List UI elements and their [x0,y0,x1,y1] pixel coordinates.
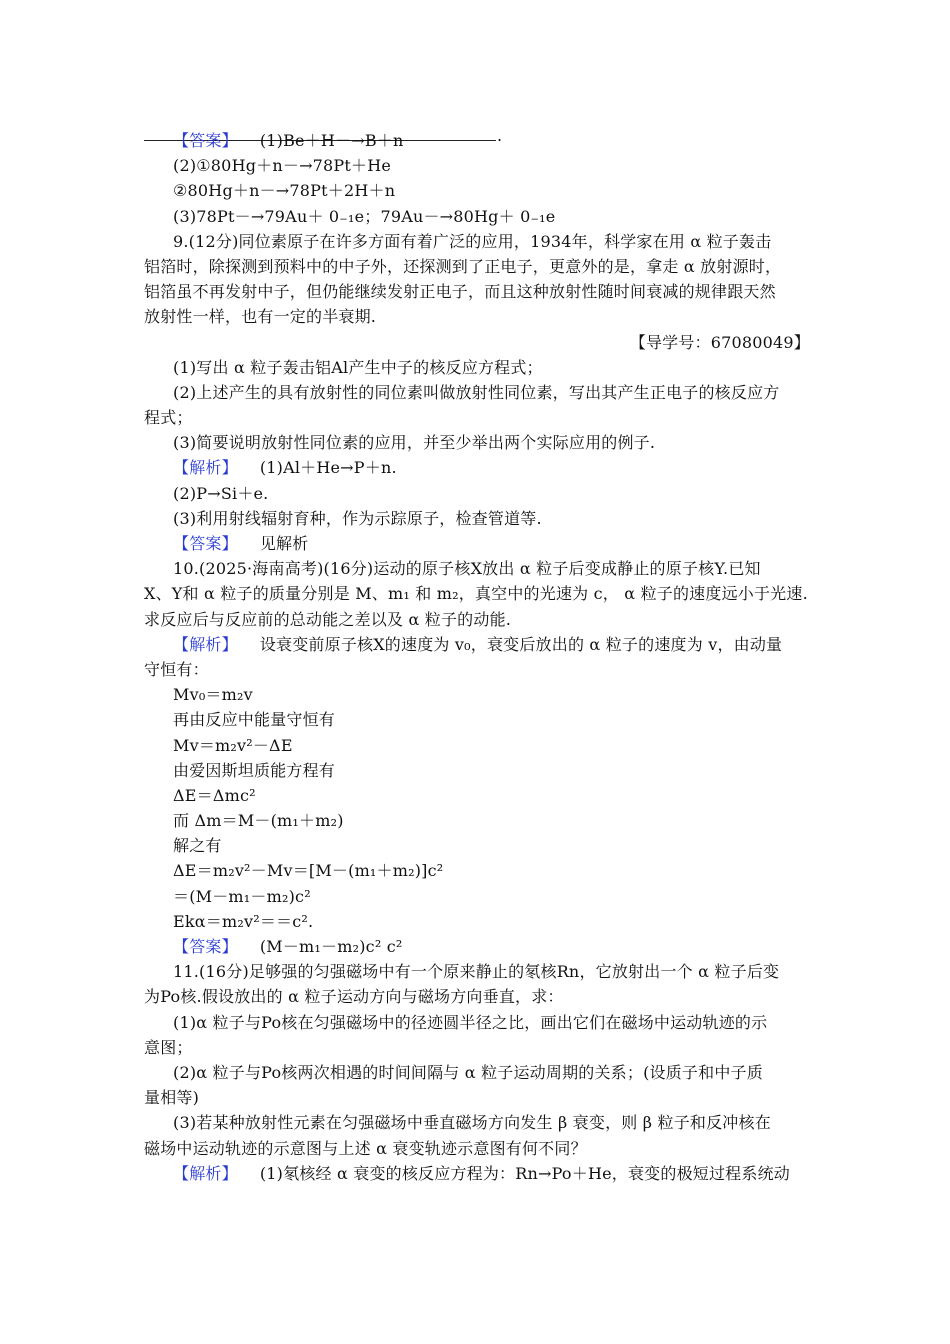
question-9-text: 9.(12分)同位素原子在许多方面有着广泛的应用，1934年，科学家在用 α 粒子轰击 [173,231,772,251]
question-9-sub: (1)写出 α 粒子轰击铝Al产生中子的核反应方程式； [173,357,543,377]
analysis-line: 【解析】 (1)Al＋He→P＋n. [173,458,397,478]
answer-line: 【答案】 (M－m₁－m₂)c² c² [173,937,403,956]
content-column [144,128,810,1186]
text-line: 解之有 [173,836,222,856]
equation: 而 Δm＝M－(m₁＋m₂) [173,811,344,831]
question-10-text: 10.(2025·海南高考)(16分)运动的原子核X放出 α 粒子后变成静止的原子核Y.已知 [173,559,761,579]
text-line: ②80Hg＋n－→78Pt＋2H＋n [173,181,396,201]
equation: ΔE＝m₂v²－Mv＝[M－(m₁＋m₂)]c² [173,861,444,881]
equation: Mv₀＝m₂v [173,685,253,705]
equation: Mv＝m₂v²－ΔE [173,735,293,755]
analysis-label: 【解析】 [173,634,238,654]
question-9-text: 放射性一样，也有一定的半衰期. [144,307,377,327]
answer-line: 【答案】 见解析 [173,534,309,553]
question-11-text: 11.(16分)足够强的匀强磁场中有一个原来静止的氡核Rn，它放射出一个 α 粒子后变 [173,962,780,982]
analysis-label: 【解析】 [173,1163,238,1183]
question-10-text: X、Y和 α 粒子的质量分别是 M、m₁ 和 m₂，真空中的光速为 c， α 粒子的速度远小于光速. [144,584,808,604]
answer-label: 【答案】 [173,534,238,553]
question-11-sub: 磁场中运动轨迹的示意图与上述 α 衰变轨迹示意图有何不同？ [144,1138,587,1158]
question-11-sub: (2)α 粒子与Po核两次相遇的时间间隔与 α 粒子运动周期的关系；(设质子和中子质 [173,1062,763,1082]
text-line: 由爱因斯坦质能方程有 [173,760,336,780]
text-line: 守恒有： [144,659,209,679]
text-line: (3)利用射线辐射育种，作为示踪原子，检查管道等. [173,508,542,528]
answer-label: 【答案】 [173,131,238,150]
equation: Ekα＝m₂v²＝＝c². [173,911,314,931]
question-9-sub: 程式； [144,408,193,428]
question-11-sub: 意图； [144,1037,193,1057]
question-9-sub: (2)上述产生的具有放射性的同位素叫做放射性同位素，写出其产生正电子的核反应方 [173,382,780,402]
equation: ΔE＝Δmc² [173,785,256,805]
analysis-line: 【解析】 设衰变前原子核X的速度为 v₀，衰变后放出的 α 粒子的速度为 v，由动量 [173,634,783,654]
question-11-sub: (1)α 粒子与Po核在匀强磁场中的径迹圆半径之比，画出它们在磁场中运动轨迹的示 [173,1012,768,1032]
text-line: (2)P→Si＋e. [173,483,269,503]
question-9-text: 铝箔虽不再发射中子，但仍能继续发射正电子，而且这种放射性随时间衰减的规律跟天然 [144,282,776,302]
guide-number: 【导学号：67080049】 [629,332,810,352]
equation: ＝(M－m₁－m₂)c² [173,886,311,906]
question-11-sub: (3)若某种放射性元素在匀强磁场中垂直磁场方向发生 β 衰变，则 β 粒子和反冲核在 [173,1113,771,1133]
question-9-sub: (3)简要说明放射性同位素的应用，并至少举出两个实际应用的例子. [173,433,656,453]
question-11-sub: 量相等) [144,1088,200,1108]
question-9-text: 铝箔时，除探测到预料中的中子外，还探测到了正电子，更意外的是，拿走 α 放射源时， [144,256,782,276]
answer-label: 【答案】 [173,937,238,956]
blank-period: . [497,126,503,145]
text-line: (3)78Pt－→79Au＋ 0₋₁e；79Au－→80Hg＋ 0₋₁e [173,206,556,226]
question-11-text: 为Po核.假设放出的 α 粒子运动方向与磁场方向垂直，求： [144,987,564,1007]
text-line: 再由反应中能量守恒有 [173,710,336,730]
analysis-line: 【解析】 (1)氡核经 α 衰变的核反应方程为：Rn→Po＋He，衰变的极短过程系统动 [173,1163,790,1183]
answer-line: 【答案】 (1)Be＋H－→B＋n [173,131,404,150]
question-10-text: 求反应后与反应前的总动能之差以及 α 粒子的动能. [144,609,512,629]
text-line: (2)①80Hg＋n－→78Pt＋He [173,156,392,176]
analysis-label: 【解析】 [173,458,238,478]
